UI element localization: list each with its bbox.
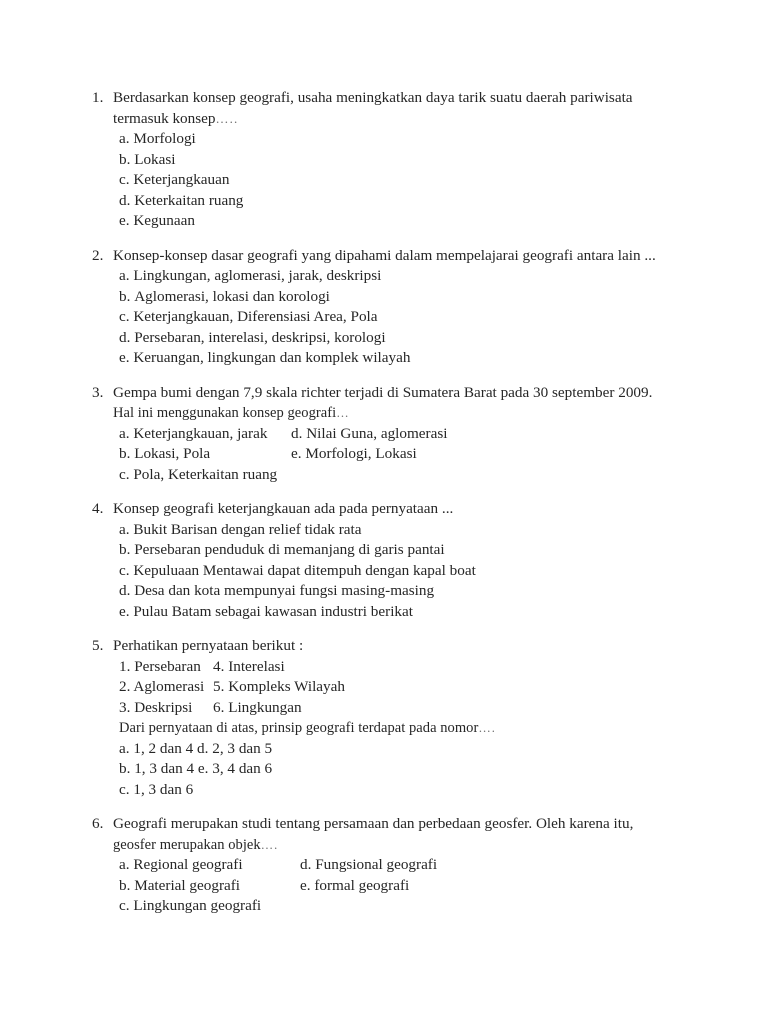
- option-left-a: [119, 424, 291, 445]
- option-row[interactable]: [119, 465, 678, 486]
- option-label-c: c.: [119, 897, 130, 914]
- question-6-number: 6.: [92, 815, 104, 832]
- option-text-b: Material geografi: [134, 876, 241, 894]
- question-3-continuation-text: Hal ini menggunakan konsep geografi: [113, 404, 337, 421]
- option-text-a: Regional geografi: [133, 856, 243, 873]
- statement-left-1: [119, 657, 213, 678]
- option-text-c: Pola, Keterkaitan ruang: [133, 465, 278, 483]
- option-row[interactable]: [119, 424, 678, 445]
- option-label-b: b.: [119, 876, 131, 894]
- option-label-a: a.: [119, 130, 130, 147]
- option-text-d: Fungsional geografi: [315, 856, 438, 873]
- statement-left-3: [119, 698, 213, 719]
- question-block-1: [92, 88, 678, 232]
- option-row[interactable]: [119, 328, 678, 349]
- statement-row: [119, 698, 678, 719]
- option-row[interactable]: [119, 759, 678, 780]
- question-2-number: 2.: [92, 246, 104, 264]
- question-6-continuation-text: geosfer merupakan objek: [113, 835, 261, 853]
- option-row[interactable]: [119, 602, 678, 623]
- question-6-continuation: [113, 835, 653, 856]
- option-label-b: b.: [119, 541, 131, 558]
- question-block-3: [92, 383, 678, 486]
- statement-number-2: 2.: [119, 678, 131, 695]
- question-1-ellipsis: …..: [215, 110, 239, 126]
- option-row[interactable]: [119, 287, 678, 308]
- question-block-2: [92, 246, 678, 369]
- question-5-heading: [92, 636, 678, 657]
- statement-number-1: 1.: [119, 657, 131, 675]
- option-label-c: c.: [119, 171, 130, 188]
- option-label-d: d.: [291, 424, 303, 442]
- statement-text-2: Aglomerasi: [133, 678, 205, 695]
- statement-text-3: Deskripsi: [134, 698, 193, 716]
- option-row[interactable]: [119, 876, 678, 897]
- option-right-e: [198, 759, 272, 780]
- option-text-b: Lokasi: [134, 150, 176, 168]
- question-3-text: Gempa bumi dengan 7,9 skala richter terjadi di Sumatera Barat pada 30 september 2009.: [113, 383, 653, 401]
- statement-right-6: [213, 698, 302, 719]
- option-text-b: Persebaran penduduk di memanjang di garis pantai: [134, 541, 445, 558]
- option-text-c: 1, 3 dan 6: [133, 780, 194, 798]
- option-text-e: Kegunaan: [133, 212, 195, 229]
- option-label-c: c.: [119, 561, 130, 579]
- option-left-b: [119, 759, 194, 780]
- question-3-ellipsis: …: [336, 405, 350, 420]
- option-text-b: Aglomerasi, lokasi dan korologi: [134, 287, 330, 305]
- option-row[interactable]: [119, 581, 678, 602]
- option-right-d: [291, 424, 447, 445]
- question-5-text: Perhatikan pernyataan berikut :: [113, 637, 304, 654]
- option-label-a: a.: [119, 856, 130, 873]
- option-label-d: d.: [197, 739, 209, 757]
- option-text-d: Nilai Guna, aglomerasi: [306, 424, 448, 442]
- statement-row: [119, 657, 678, 678]
- question-block-4: [92, 499, 678, 622]
- option-text-d: 2, 3 dan 5: [212, 739, 273, 757]
- statement-right-4: [213, 657, 285, 678]
- option-label-b: b.: [119, 287, 131, 305]
- option-label-e: e.: [197, 760, 209, 777]
- option-right-d: [300, 855, 437, 876]
- option-label-c: c.: [119, 465, 130, 483]
- option-label-d: d.: [119, 328, 131, 346]
- question-1-options: [119, 129, 678, 232]
- question-5-prompt-ellipsis: ….: [478, 720, 496, 735]
- option-row[interactable]: [119, 444, 678, 465]
- option-right-e: [300, 876, 409, 897]
- option-text-d: Desa dan kota mempunyai fungsi masing-masing: [134, 582, 435, 599]
- option-left-c: [119, 780, 193, 801]
- option-text-a: Keterjangkauan, jarak: [133, 424, 268, 442]
- question-3-heading: [92, 383, 678, 404]
- option-text-c: Keterjangkauan: [133, 171, 230, 188]
- question-block-5: [92, 636, 678, 800]
- option-label-d: d.: [119, 582, 131, 599]
- question-5-number: 5.: [92, 637, 104, 654]
- option-label-e: e.: [119, 349, 130, 366]
- statement-text-1: Persebaran: [134, 657, 201, 675]
- question-3-continuation: [113, 403, 653, 424]
- option-label-b: b.: [119, 150, 131, 168]
- option-row[interactable]: [119, 348, 678, 369]
- question-block-6: [92, 814, 678, 917]
- option-row[interactable]: [119, 307, 678, 328]
- question-1-number: 1.: [92, 89, 104, 106]
- option-text-e: Pulau Batam sebagai kawasan industri berikat: [133, 602, 413, 620]
- statement-right-5: [213, 677, 345, 698]
- question-1-continuation: [113, 109, 678, 130]
- option-left-a: [119, 739, 193, 760]
- option-text-a: Morfologi: [133, 130, 196, 147]
- option-right-e: [291, 444, 417, 465]
- statement-row: [119, 677, 678, 698]
- option-row[interactable]: [119, 561, 678, 582]
- option-left-b: [119, 876, 300, 897]
- question-4-number: 4.: [92, 500, 104, 517]
- option-left-b: [119, 444, 291, 465]
- question-6-options: [119, 855, 678, 917]
- option-row[interactable]: [119, 540, 678, 561]
- statement-number-4: 4.: [213, 657, 225, 675]
- statement-text-5: Kompleks Wilayah: [228, 678, 345, 695]
- question-1-heading: [92, 88, 678, 109]
- option-left-c: [119, 896, 261, 917]
- option-text-e: formal geografi: [314, 876, 410, 894]
- option-row[interactable]: [119, 780, 678, 801]
- option-row[interactable]: [119, 855, 678, 876]
- question-2-heading: [92, 246, 678, 267]
- question-1-text: Berdasarkan konsep geografi, usaha meningkatkan daya tarik suatu daerah pariwisata: [113, 89, 633, 106]
- option-row[interactable]: [119, 211, 678, 232]
- question-4-options: [119, 520, 678, 623]
- option-text-b: 1, 3 dan 4: [134, 760, 195, 777]
- option-text-e: Keruangan, lingkungan dan komplek wilayah: [133, 349, 411, 366]
- question-4-heading: [92, 499, 678, 520]
- question-1-continuation-text: termasuk konsep: [113, 109, 216, 127]
- question-2-text: Konsep-konsep dasar geografi yang dipahami dalam mempelajarai geografi antara lain ...: [113, 246, 656, 264]
- option-row[interactable]: [119, 150, 678, 171]
- option-text-d: Keterkaitan ruang: [134, 191, 244, 209]
- option-label-a: a.: [119, 739, 130, 757]
- option-label-d: d.: [300, 856, 312, 873]
- statement-left-2: [119, 677, 213, 698]
- option-text-a: 1, 2 dan 4: [133, 739, 194, 757]
- statement-number-3: 3.: [119, 698, 131, 716]
- option-label-b: b.: [119, 445, 131, 462]
- option-left-a: [119, 855, 300, 876]
- option-label-a: a.: [119, 267, 130, 284]
- option-label-c: c.: [119, 780, 130, 798]
- option-text-d: Persebaran, interelasi, deskripsi, korologi: [134, 328, 386, 346]
- option-label-b: b.: [119, 760, 131, 777]
- option-text-c: Kepuluaan Mentawai dapat ditempuh dengan kapal boat: [133, 561, 476, 579]
- option-label-e: e.: [119, 602, 130, 620]
- question-3-number: 3.: [92, 383, 104, 401]
- option-row[interactable]: [119, 129, 678, 150]
- option-label-d: d.: [119, 191, 131, 209]
- question-6-heading: [92, 814, 678, 835]
- question-3-options: [119, 424, 678, 486]
- option-right-d: [197, 739, 272, 760]
- option-label-a: a.: [119, 424, 130, 442]
- question-5-prompt: [119, 718, 653, 739]
- option-label-a: a.: [119, 520, 130, 538]
- option-row[interactable]: [119, 739, 678, 760]
- question-6-ellipsis: ….: [260, 836, 279, 852]
- option-text-e: 3, 4 dan 6: [212, 760, 273, 777]
- question-5-prompt-text: Dari pernyataan di atas, prinsip geografi terdapat pada nomor: [119, 719, 479, 736]
- option-text-b: Lokasi, Pola: [134, 445, 211, 462]
- option-label-e: e.: [291, 445, 302, 462]
- option-text-a: Bukit Barisan dengan relief tidak rata: [133, 520, 362, 538]
- question-6-text: Geografi merupakan studi tentang persamaan dan perbedaan geosfer. Oleh karena itu,: [113, 815, 634, 832]
- option-left-c: [119, 465, 277, 486]
- option-row[interactable]: [119, 520, 678, 541]
- option-row[interactable]: [119, 170, 678, 191]
- option-text-a: Lingkungan, aglomerasi, jarak, deskripsi: [133, 267, 382, 284]
- option-row[interactable]: [119, 896, 678, 917]
- option-label-e: e.: [119, 212, 130, 229]
- option-label-c: c.: [119, 308, 130, 325]
- question-2-options: [119, 266, 678, 369]
- option-row[interactable]: [119, 266, 678, 287]
- statement-text-6: Lingkungan: [228, 698, 302, 716]
- option-row[interactable]: [119, 191, 678, 212]
- statement-number-6: 6.: [213, 698, 225, 716]
- statement-text-4: Interelasi: [228, 657, 285, 675]
- option-text-c: Lingkungan geografi: [133, 897, 262, 914]
- option-text-c: Keterjangkauan, Diferensiasi Area, Pola: [133, 308, 378, 325]
- option-text-e: Morfologi, Lokasi: [305, 445, 417, 462]
- question-4-text: Konsep geografi keterjangkauan ada pada pernyataan ...: [113, 500, 454, 517]
- question-5-statement-list: [119, 657, 678, 801]
- option-label-e: e.: [300, 876, 311, 894]
- statement-number-5: 5.: [213, 678, 225, 695]
